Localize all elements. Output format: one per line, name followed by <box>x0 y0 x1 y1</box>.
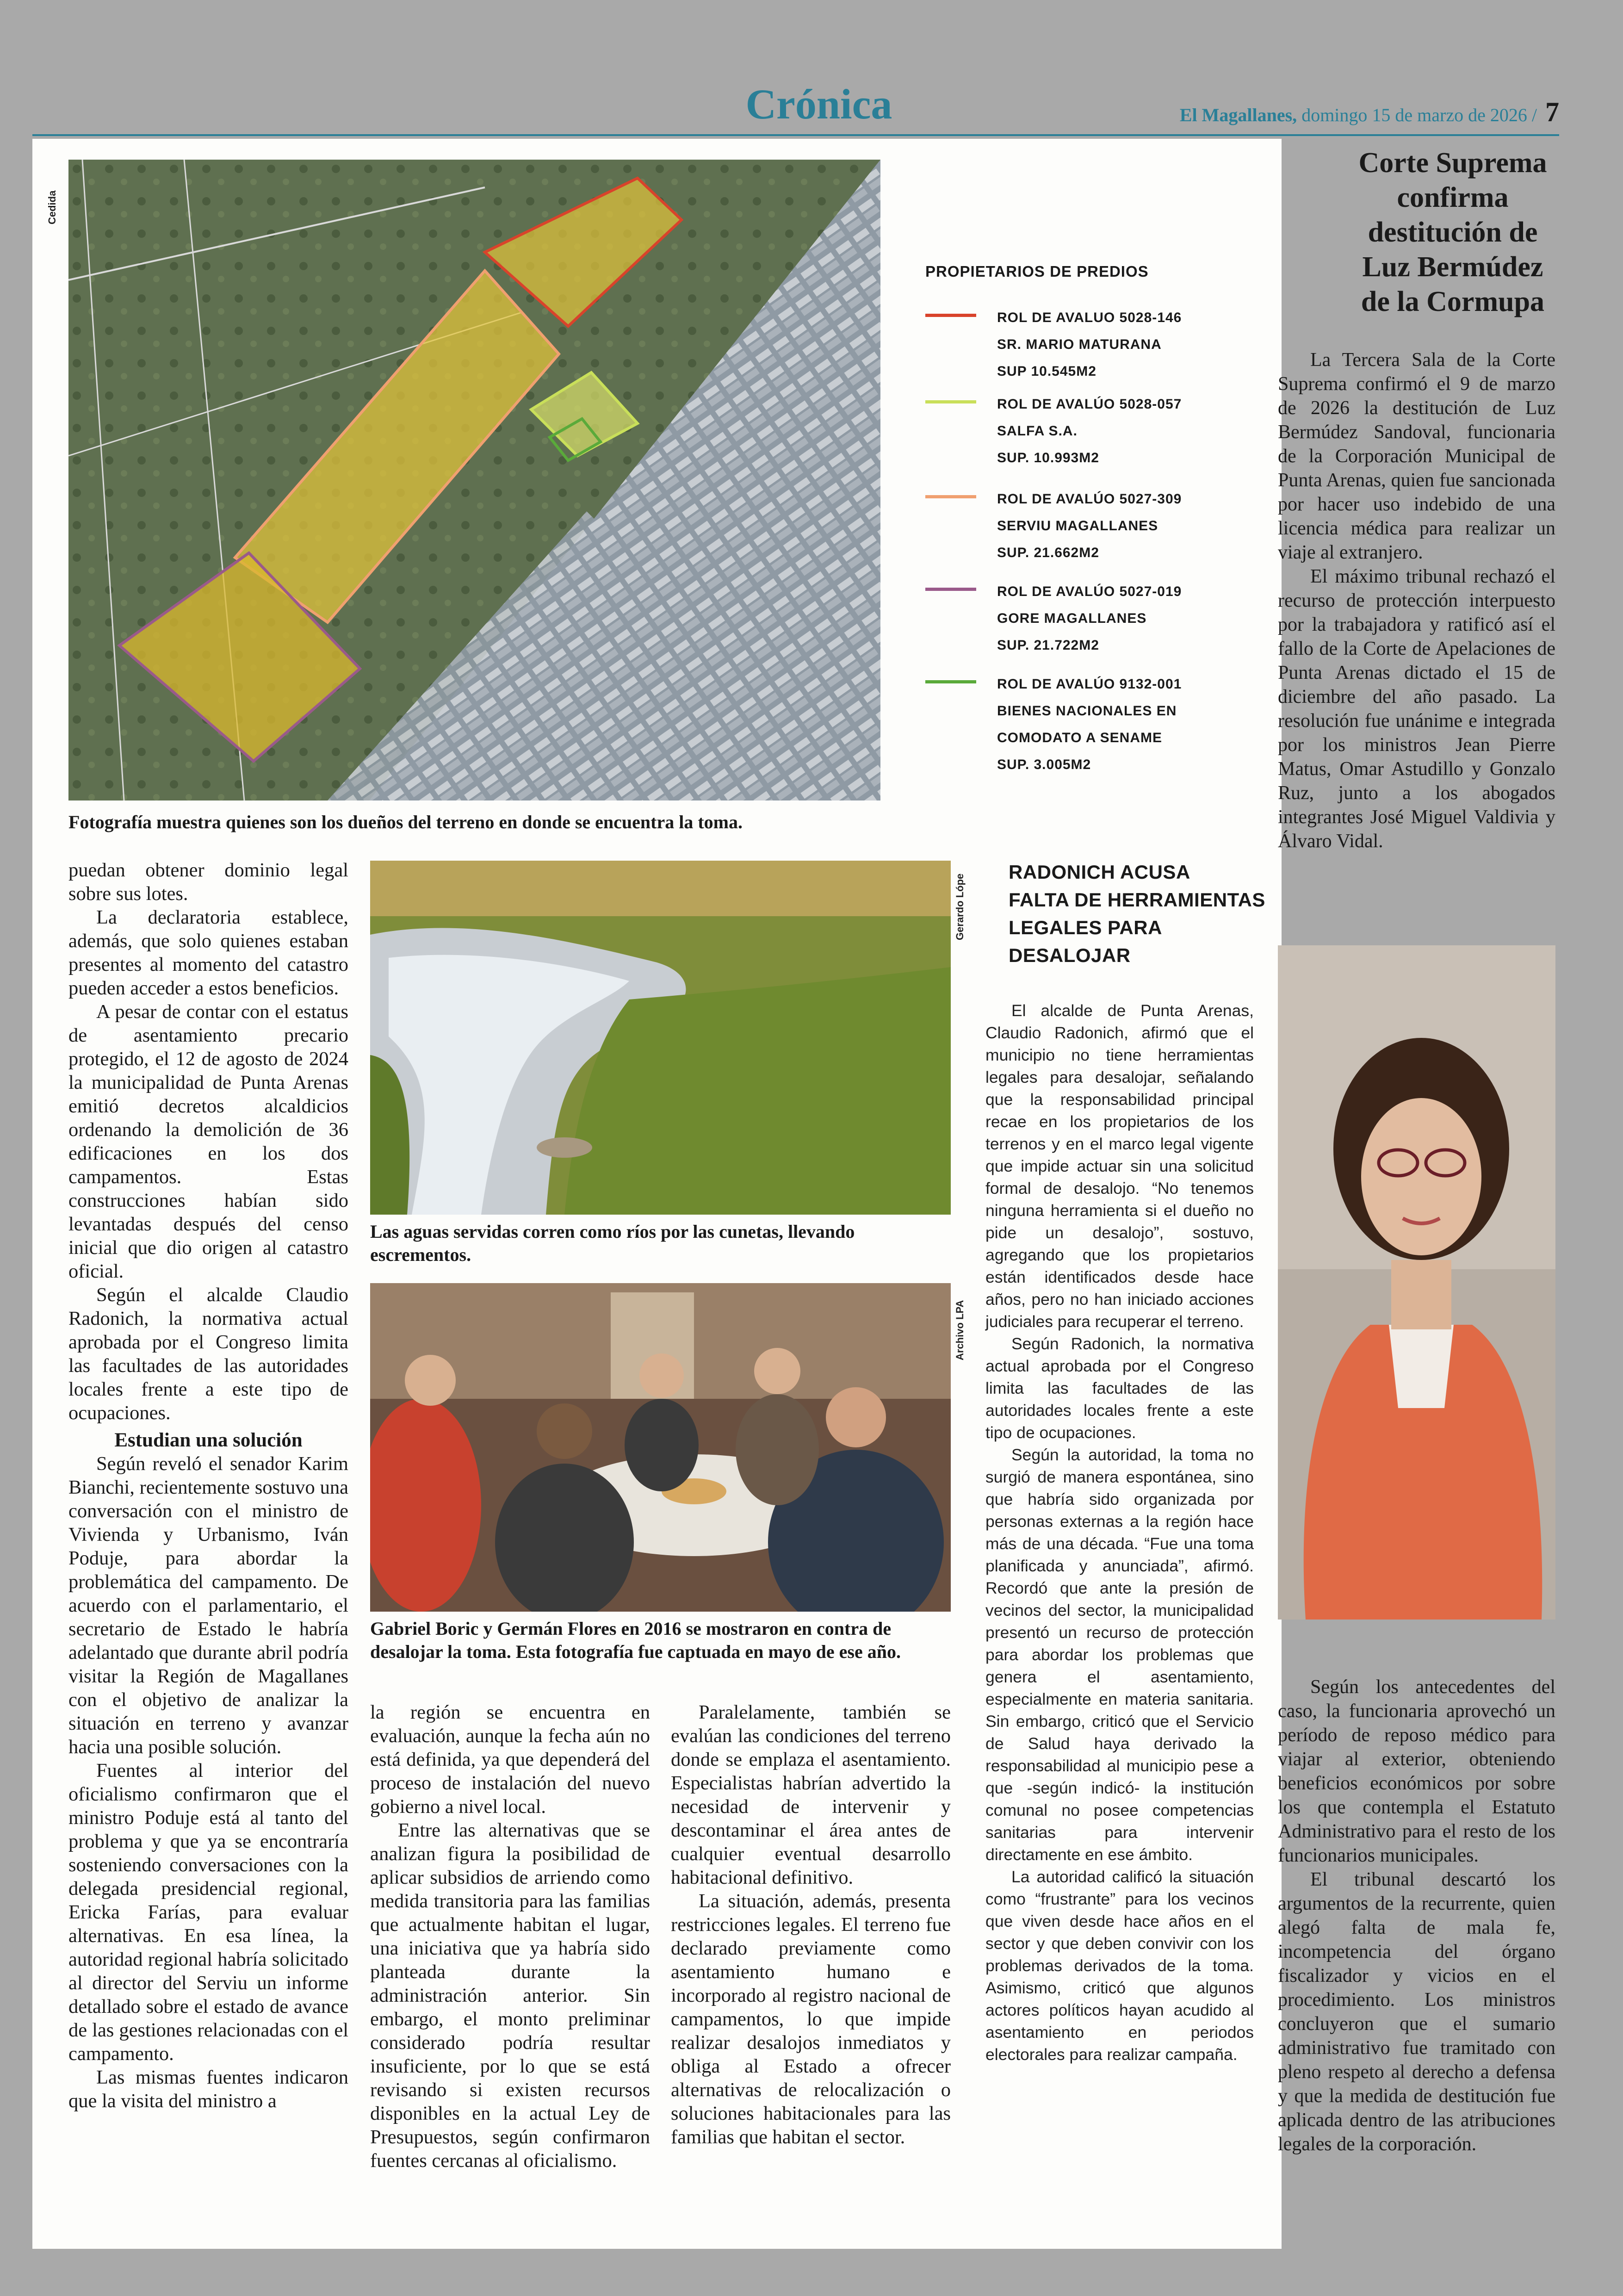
portrait-graphic <box>1278 945 1555 1620</box>
sewage-photo-graphic <box>370 861 951 1215</box>
paragraph: La Tercera Sala de la Corte Suprema confirmó el 9 de marzo de 2026 la destitución de Luz Bermúdez Sandoval, funcionaria de la Corporación Municipal de Punta Arenas, quien fue sancionada por hacer uso indebido de una licencia médica para realizar un viaje al extranjero. <box>1278 349 1555 563</box>
paragraph: El máximo tribunal rechazó el recurso de protección interpuesto por la trabajadora y ratificó así el fallo de la Corte de Apelaciones de Punta Arenas dictado el 15 de diciembre del año pasado. La resolución fue unánime e integrada por los ministros Jean Pierre Matus, Omar Astudillo y Gonzalo Ruz, junto a los abogados integrantes José Miguel Valdivia y Álvaro Vidal. <box>1278 566 1555 852</box>
right-title-line: confirma <box>1397 182 1509 213</box>
map-caption: Fotografía muestra quienes son los dueños del terreno en donde se encuentra la toma. <box>68 812 743 832</box>
sidebar-headline-line: LEGALES PARA <box>1009 917 1162 938</box>
right-article-paragraphs-2 <box>1278 1675 1555 2156</box>
article-column-1 <box>68 858 348 2113</box>
meeting-photo-credit: Archivo LPA <box>954 1300 966 1360</box>
meeting-photo <box>370 1283 951 1612</box>
legend-line: SUP. 10.993M2 <box>997 450 1099 465</box>
header-separator: / <box>1531 105 1537 125</box>
paragraph: La situación, además, presenta restricciones legales. El terreno fue declarado previamente como asentamiento humano e incorporado al registro nacional de campamentos, lo que impide realizar desalojos inmediatos y obliga al Estado a ofrecer alternativas de relocalización o soluciones habitacionales para las familias que habitan el sector. <box>671 1890 951 2148</box>
publication-name: El Magallanes, <box>1179 105 1297 125</box>
paragraph: Según Radonich, la normativa actual aprobada por el Congreso limita las facultades de las autoridades locales frente a este tipo de ocupaciones. <box>985 1334 1254 1442</box>
header-rule <box>32 134 1559 136</box>
paragraph: El tribunal descartó los argumentos de la recurrente, quien alegó falta de mala fe, incompetencia del órgano fiscalizador y vicios en el procedimiento. Los ministros concluyeron que el sumario administrativo fue tramitado con pleno respeto al derecho a defensa y que la medida de destitución fue aplicada dentro de las atribuciones legales de la corporación. <box>1278 1869 1555 2155</box>
legend-swatch <box>925 588 976 591</box>
legend-line: SUP. 3.005M2 <box>997 757 1091 772</box>
paragraph: El alcalde de Punta Arenas, Claudio Radonich, afirmó que el municipio no tiene herramientas legales para desalojar, señalando que la responsabilidad principal recae en los propietarios de los terrenos y en el marco legal vigente que impide actuar sin una solicitud formal de desalojo. “No tenemos ninguna herramienta si el dueño no pide un desalojo”, sostuvo, agregando que los propietarios están identificados desde hace años, pero no han iniciado acciones judiciales para recuperar el terreno. <box>985 1001 1254 1331</box>
legend-text <box>997 671 1182 778</box>
legend-line: BIENES NACIONALES EN <box>997 703 1177 719</box>
publication-date: domingo 15 de marzo de 2026 <box>1301 105 1527 125</box>
legend-line: SUP 10.545M2 <box>997 364 1096 379</box>
paragraph: La declaratoria establece, además, que solo quienes estaban presentes al momento del catastro pueden acceder a estos beneficios. <box>68 906 348 999</box>
legend-line: ROL DE AVALÚO 5028-057 <box>997 397 1182 412</box>
right-title-line: destitución de <box>1368 217 1538 248</box>
section-title: Crónica <box>745 81 892 128</box>
subhead-estudian: Estudian una solución <box>114 1429 303 1451</box>
paragraph: Las mismas fuentes indicaron que la visita del ministro a <box>68 2066 348 2112</box>
meeting-photo-graphic <box>370 1283 951 1612</box>
column-1-paragraphs-2 <box>68 1452 348 2113</box>
right-article-body-2 <box>1278 1675 1555 2156</box>
paragraph: A pesar de contar con el estatus de asentamiento precario protegido, el 12 de agosto de 2024 la municipalidad de Punta Arenas emitió decretos alcaldicios ordenando la demolición de 36 edificaciones en los dos campamentos. Estas construcciones habían sido levantadas después del censo inicial que dio origen al catastro oficial. <box>68 1001 348 1282</box>
right-article-paragraphs <box>1278 348 1555 853</box>
paragraph: Según el alcalde Claudio Radonich, la normativa actual aprobada por el Congreso limita las facultades de las autoridades locales frente a este tipo de ocupaciones. <box>68 1284 348 1424</box>
sidebar-body <box>985 999 1254 2066</box>
paragraph: La autoridad calificó la situación como “frustrante” para los vecinos que viven desde hace años en el sector y que deben convivir con los problemas derivados de la toma. Asimismo, criticó que algunos actores políticos hayan acudido al asentamiento en periodos electorales para realizar campaña. <box>985 1868 1254 2064</box>
legend-line: SERVIU MAGALLANES <box>997 518 1158 534</box>
sewage-photo-credit: Gerardo Lópe <box>954 873 966 940</box>
sidebar-paragraphs <box>985 999 1254 2066</box>
sidebar-headline-line: DESALOJAR <box>1009 944 1131 966</box>
legend-text <box>997 391 1182 472</box>
right-title-line: Luz Bermúdez <box>1362 251 1543 283</box>
article-column-2 <box>370 1700 650 2172</box>
meeting-photo-caption: Gabriel Boric y Germán Flores en 2016 se mostraron en contra de desalojar la toma. Esta fotografía fue captuada en mayo de ese año. <box>370 1618 901 1662</box>
legend-text <box>997 578 1182 659</box>
aerial-property-map <box>68 160 880 800</box>
paragraph: Fuentes al interior del oficialismo confirmaron que el ministro Poduje está al tanto del problema y que ya se encontraría sosteniendo conversaciones con la delegada presidencial regional, Ericka Farías, para evaluar alternativas. En esa línea, la autoridad regional habría solicitado al director del Serviu un informe detallado sobre el estado de avance de las gestiones relacionadas con el campamento. <box>68 1760 348 2065</box>
legend-line: SR. MARIO MATURANA <box>997 337 1162 352</box>
sidebar-headline <box>1009 858 1268 969</box>
legend-line: ROL DE AVALÚO 5027-309 <box>997 491 1182 507</box>
paragraph: Entre las alternativas que se analizan figura la posibilidad de aplicar subsidios de arriendo como medida transitoria para las familias que actualmente habitan el lugar, una iniciativa que ya habría sido planteada durante la administración anterior. Sin embargo, el monto preliminar considerado podría resultar insuficiente, por lo que se está revisando si existen recursos disponibles en la actual Ley de Presupuestos, según confirmaron fuentes cercanas al oficialismo. <box>370 1819 650 2172</box>
sidebar-headline-line: RADONICH ACUSA <box>1009 861 1190 883</box>
legend-line: SUP. 21.662M2 <box>997 545 1099 560</box>
map-graphic <box>68 160 880 800</box>
right-article-body <box>1278 348 1555 853</box>
column-2-paragraphs <box>370 1700 650 2172</box>
legend-swatch <box>925 314 976 317</box>
portrait-photo <box>1278 945 1555 1620</box>
paragraph: Según la autoridad, la toma no surgió de manera espontánea, sino que habría sido organizada por personas externas a la región hace más de una década. “Fue una toma planificada y anunciada”, afirmó. Recordó que ante la presión de vecinos del sector, la municipalidad presentó un recurso de protección para abordar los problemas que genera el asentamiento, especialmente en materia sanitaria. Sin embargo, criticó que el Servicio de Salud haya derivado la responsabilidad al municipio pese a que -según indicó- la institución comunal no posee competencias sanitarias para intervenir directamente en ese ámbito. <box>985 1446 1254 1864</box>
legend-line: SALFA S.A. <box>997 423 1078 439</box>
page-header-meta <box>1175 96 1559 128</box>
legend-line: ROL DE AVALÚO 9132-001 <box>997 676 1182 692</box>
paragraph: Según reveló el senador Karim Bianchi, recientemente sostuvo una conversación con el ministro de Vivienda y Urbanismo, Iván Poduje, para abordar la problemática del campamento. De acuerdo con el parlamentario, el secretario de Estado le habría adelantado que durante abril podría visitar la Región de Magallanes con el objetivo de analizar la situación en terreno y avanzar hacia una posible solución. <box>68 1453 348 1758</box>
column-1-paragraphs <box>68 858 348 1425</box>
sewage-photo <box>370 861 951 1215</box>
legend-text <box>997 486 1182 566</box>
sidebar-headline-line: FALTA DE HERRAMIENTAS <box>1009 889 1265 911</box>
article-column-3 <box>671 1700 951 2149</box>
legend-swatch <box>925 495 976 498</box>
legend-line: GORE MAGALLANES <box>997 611 1147 626</box>
page-number: 7 <box>1545 97 1559 127</box>
map-legend-title: PROPIETARIOS DE PREDIOS <box>925 263 1149 280</box>
legend-swatch <box>925 400 976 403</box>
right-article-title <box>1291 146 1615 319</box>
legend-swatch <box>925 680 976 683</box>
right-title-line: de la Cormupa <box>1361 286 1545 317</box>
paragraph: Paralelamente, también se evalúan las condiciones del terreno donde se emplaza el asentamiento. Especialistas habrían advertido la necesidad de intervenir y descontaminar el área antes de cualquier eventual desarrollo habitacional definitivo. <box>671 1701 951 1888</box>
legend-line: ROL DE AVALUO 5028-146 <box>997 310 1182 325</box>
paragraph: Según los antecedentes del caso, la funcionaria aprovechó un período de reposo médico para viajar al exterior, obteniendo beneficios económicos por sobre los que contempla el Estatuto Administrativo para el resto de los funcionarios municipales. <box>1278 1676 1555 1866</box>
map-photo-credit: Cedida <box>46 190 58 224</box>
paragraph: puedan obtener dominio legal sobre sus lotes. <box>68 859 348 905</box>
right-title-line: Corte Suprema <box>1358 147 1547 179</box>
legend-line: ROL DE AVALÚO 5027-019 <box>997 584 1182 599</box>
legend-line: COMODATO A SENAME <box>997 730 1163 745</box>
paragraph: la región se encuentra en evaluación, aunque la fecha aún no está definida, ya que dependerá del proceso de instalación del nuevo gobierno a nivel local. <box>370 1701 650 1818</box>
sewage-photo-caption: Las aguas servidas corren como ríos por las cunetas, llevando escrementos. <box>370 1221 855 1265</box>
column-3-paragraphs <box>671 1700 951 2149</box>
legend-text <box>997 304 1182 385</box>
legend-line: SUP. 21.722M2 <box>997 638 1099 653</box>
